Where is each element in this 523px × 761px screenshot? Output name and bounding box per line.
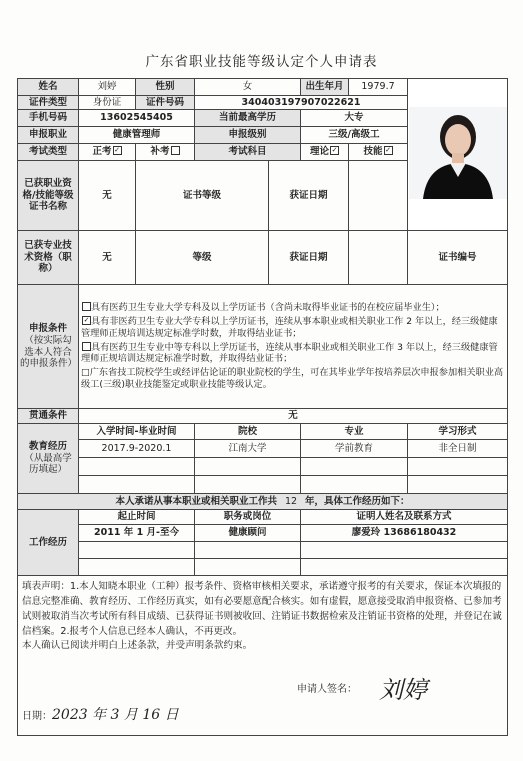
cert-label: 已获职业资格/技能等级证书名称 xyxy=(18,161,79,231)
checked-box-icon[interactable]: ✓ xyxy=(331,146,338,155)
unchecked-box-icon[interactable] xyxy=(82,302,91,311)
theory-text: 理论 xyxy=(310,146,330,158)
unchecked-box-icon[interactable] xyxy=(171,146,180,155)
declaration-cell xyxy=(18,576,508,736)
work-header-position: 职务或岗位 xyxy=(195,510,301,525)
exam-normal-text: 正考 xyxy=(92,146,112,158)
id-number-label: 证件号码 xyxy=(136,96,195,110)
penetration-value: 无 xyxy=(79,409,508,424)
cert-value: 无 xyxy=(79,161,136,231)
table-row xyxy=(18,525,508,542)
condition-text: 具有医药卫生专业中等专科以上学历证书，连续从事本职业或相关职业工作 3 年以上，经三级健康管理师正规培训达规定标准学时数，并取得结业证书； xyxy=(81,341,498,365)
phone-label: 手机号码 xyxy=(18,110,79,127)
work-history-label: 工作经历 xyxy=(18,510,79,576)
edu-header-mode: 学习形式 xyxy=(408,424,508,440)
work-promise-post: 年，具体工作经历如下： xyxy=(305,495,410,507)
edu-header-school: 院校 xyxy=(195,424,301,440)
work-time: 2011 年 1 月-至今 xyxy=(79,525,195,542)
edu-header-time: 入学时间-毕业时间 xyxy=(79,424,195,440)
condition-item[interactable] xyxy=(81,315,505,341)
condition-item[interactable] xyxy=(81,301,505,315)
title-cert-date-value xyxy=(349,231,408,285)
education-history-sub: （从最高学历填起） xyxy=(24,452,72,476)
conditions-label-cell xyxy=(18,285,79,409)
exam-makeup-text: 补考 xyxy=(150,146,170,158)
cert-level-label: 证书等级 xyxy=(136,161,269,231)
gender-label: 性别 xyxy=(136,79,195,96)
date-value: 2023 年 3 月 16 日 xyxy=(52,707,179,724)
phone-value: 13602545405 xyxy=(79,110,195,127)
title-cert-number-label: 证书编号 xyxy=(408,231,508,285)
title-cert-date-label: 获证日期 xyxy=(269,231,349,285)
exam-makeup-option[interactable] xyxy=(136,144,195,161)
birth-value: 1979.7 xyxy=(349,79,408,96)
application-table xyxy=(17,78,508,736)
table-row xyxy=(18,559,508,576)
level-label: 申报级别 xyxy=(195,127,301,144)
work-header-time: 起止时间 xyxy=(79,510,195,525)
table-row xyxy=(18,476,508,494)
portrait-photo xyxy=(409,107,507,199)
skill-option[interactable] xyxy=(349,144,408,161)
table-row xyxy=(18,458,508,476)
work-reference: 廖爱玲 13686180432 xyxy=(301,525,508,542)
unchecked-box-icon[interactable] xyxy=(82,342,91,351)
edu-time: 2017.9-2020.1 xyxy=(79,440,195,458)
id-type-value: 身份证 xyxy=(79,96,136,110)
condition-text: 具有非医药卫生专业大学专科以上学历证书，连续从事本职业或相关职业工作 2 年以上，经三级健康管理师正规培训达规定标准学时数，并取得结业证书； xyxy=(81,315,498,339)
condition-text: 具有医药卫生专业大学专科及以上学历证书（含尚未取得毕业证书的在校应届毕业生）； xyxy=(91,301,445,313)
signature-label: 申请人签名： xyxy=(297,683,358,695)
checked-box-icon[interactable]: ✓ xyxy=(385,146,391,155)
form-title: 广东省职业技能等级认定个人申请表 xyxy=(145,54,378,70)
name-label: 姓名 xyxy=(18,79,79,96)
table-row xyxy=(18,440,508,458)
work-promise xyxy=(18,494,508,510)
bullet-icon: □ xyxy=(81,367,90,379)
declaration-confirm: 本人确认已阅读并明白上述条款，并受声明条款约束。 xyxy=(22,640,253,652)
education-level-value: 大专 xyxy=(301,110,408,127)
id-type-label: 证件类型 xyxy=(18,96,79,110)
name-value: 刘婷 xyxy=(79,79,136,96)
gender-value: 女 xyxy=(195,79,301,96)
conditions-list xyxy=(79,285,508,409)
skill-text: 技能 xyxy=(363,146,383,158)
education-level-label: 当前最高学历 xyxy=(195,110,301,127)
applicant-photo xyxy=(408,79,508,231)
checked-box-icon[interactable]: ✓ xyxy=(114,146,120,155)
date-line xyxy=(22,705,179,727)
education-history-label: 教育经历 xyxy=(28,440,67,452)
work-promise-pre: 本人承诺从事本职业或相关职业工作共 xyxy=(115,495,277,507)
edu-school: 江南大学 xyxy=(195,440,301,458)
exam-type-label: 考试类型 xyxy=(18,144,79,161)
condition-text: 广东省技工院校学生或经评估论证的职业院校的学生，可在其毕业学年按培养层次申报参加相关职业高级工(三级)职业技能鉴定或职业技能等级认定。 xyxy=(81,367,504,391)
occupation-label: 申报职业 xyxy=(18,127,79,144)
subject-label: 考试科目 xyxy=(195,144,301,161)
signature: 刘婷 xyxy=(379,675,428,704)
edu-mode: 非全日制 xyxy=(408,440,508,458)
work-header-reference: 证明人姓名及联系方式 xyxy=(301,510,508,525)
table-row xyxy=(18,542,508,559)
level-value: 三级/高级工 xyxy=(301,127,408,144)
theory-option[interactable] xyxy=(301,144,349,161)
title-cert-value: 无 xyxy=(79,231,136,285)
title-cert-level-label: 等级 xyxy=(136,231,269,285)
penetration-label: 贯通条件 xyxy=(18,409,79,424)
edu-header-major: 专业 xyxy=(301,424,408,440)
conditions-label: 申报条件 xyxy=(28,322,67,334)
education-history-label-cell xyxy=(18,424,79,494)
declaration-text: 填表声明：1.本人知晓本职业（工种）报考条件、资格审核相关要求，承诺遵守报考的有关要求，保证本次填报的信息完整准确、教育经历、工作经历真实，如有必要愿意配合核实。如有虚假，愿意接受取消申报资格、已参加考试则被取消当次考试所有科目成绩、已获得证书则被收回、注销证书数据检索及注销证书资格的处理，并登记在诚信档案。2.报考个人信息已经本人确认，不再更改。 xyxy=(22,581,502,637)
work-years: 12 xyxy=(284,495,298,507)
edu-major: 学前教育 xyxy=(301,440,408,458)
id-number-value: 340403197907022621 xyxy=(195,96,408,110)
condition-item[interactable] xyxy=(81,366,505,392)
date-label: 日期： xyxy=(22,711,52,723)
condition-item[interactable] xyxy=(81,341,505,367)
title-cert-label: 已获专业技术资格（职称） xyxy=(18,231,79,285)
work-position: 健康顾问 xyxy=(195,525,301,542)
checked-box-icon[interactable]: ✓ xyxy=(83,315,90,324)
exam-normal-option[interactable] xyxy=(79,144,136,161)
conditions-sub: （按实际勾选本人符合的申报条件） xyxy=(20,334,78,370)
cert-date-label: 获证日期 xyxy=(269,161,349,231)
birth-label: 出生年月 xyxy=(301,79,349,96)
cert-date-value xyxy=(349,161,408,231)
occupation-value: 健康管理师 xyxy=(79,127,195,144)
